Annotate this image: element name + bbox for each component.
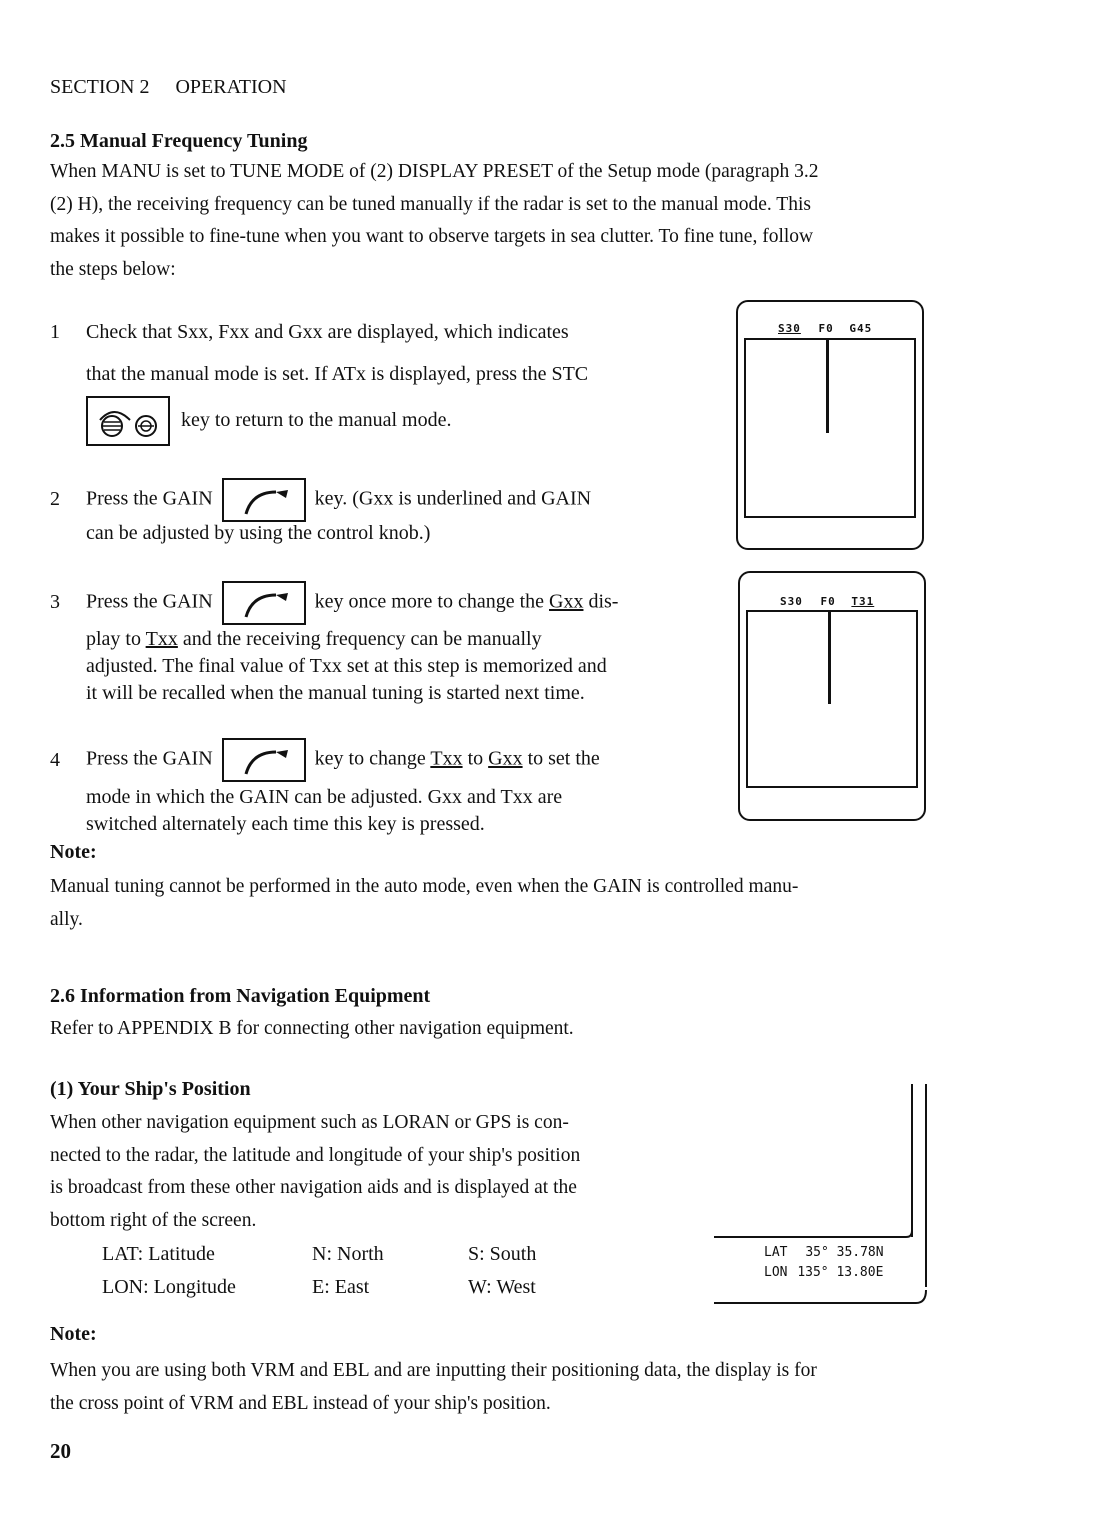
step3-line3: adjusted. The final value of Txx set at this step is memorized and xyxy=(86,655,607,677)
note-line: the cross point of VRM and EBL instead of your ship's position. xyxy=(50,1392,551,1414)
gain-key-icon xyxy=(224,740,304,780)
step2-post: key. (Gxx is underlined and GAIN xyxy=(314,487,592,510)
gain-key-icon xyxy=(224,480,304,520)
intro-line: When MANU is set to TUNE MODE of (2) DISPLAY PRESET of the Setup mode (paragraph 3.2 xyxy=(50,161,819,182)
body-line: nected to the radar, the latitude and longitude of your ship's position xyxy=(50,1144,581,1166)
screen-s-value: S30 xyxy=(780,595,803,608)
lon-value: 135° 13.80E xyxy=(797,1265,884,1280)
step3-gxx: Gxx xyxy=(549,590,584,613)
legend-north: N: North xyxy=(312,1243,384,1265)
step1-line3 xyxy=(86,396,451,446)
note-line: Manual tuning cannot be performed in the auto mode, even when the GAIN is controlled manu- xyxy=(50,876,799,897)
screen-f-value: F0 xyxy=(818,322,834,335)
heading-line xyxy=(828,610,831,704)
step2-line2: can be adjusted by using the control knob.) xyxy=(86,522,431,544)
step4-line2: mode in which the GAIN can be adjusted. Gxx and Txx are xyxy=(86,786,563,808)
intro-2-6: Refer to APPENDIX B for connecting other navigation equipment. xyxy=(50,1018,574,1039)
step-number: 4 xyxy=(50,749,60,771)
note-line: When you are using both VRM and EBL and are inputting their positioning data, the display is for xyxy=(50,1360,817,1381)
note-label: Note: xyxy=(50,841,97,863)
step3-txx: Txx xyxy=(145,628,178,650)
legend-row xyxy=(102,1276,602,1304)
gain-key[interactable] xyxy=(222,738,306,782)
page-number: 20 xyxy=(50,1439,71,1463)
intro-line: makes it possible to fine-tune when you want to observe targets in sea clutter. To fine tune, follow xyxy=(50,226,814,247)
intro-line: (2) H), the receiving frequency can be tuned manually if the radar is set to the manual mode. This xyxy=(50,193,811,215)
gain-key[interactable] xyxy=(222,581,306,625)
body-line: is broadcast from these other navigation aids and is displayed at the xyxy=(50,1177,577,1198)
lat-value: 35° 35.78N xyxy=(805,1245,884,1260)
gain-key-icon xyxy=(224,583,304,623)
step1-line2: that the manual mode is set. If ATx is displayed, press the STC xyxy=(86,363,589,385)
step4-gxx: Gxx xyxy=(488,747,523,770)
radar-screen-gain xyxy=(736,300,924,550)
step3-post-b: dis- xyxy=(583,590,619,613)
lon-readout xyxy=(764,1265,883,1280)
intro-line: the steps below: xyxy=(50,258,176,280)
section-number: SECTION 2 xyxy=(50,76,150,98)
note-line: ally. xyxy=(50,908,83,930)
step3-line2-a: play to xyxy=(86,628,146,650)
step3-line4: it will be recalled when the manual tuning is started next time. xyxy=(86,682,585,704)
step3-line2 xyxy=(86,626,542,653)
step3-pre: Press the GAIN xyxy=(86,590,213,613)
note-label: Note: xyxy=(50,1323,97,1345)
screen-display-area xyxy=(744,338,916,518)
step-number: 1 xyxy=(50,321,60,343)
step3-post-a: key once more to change the xyxy=(314,590,550,613)
position-display-diagram xyxy=(712,1082,932,1308)
heading-2-6: 2.6 Information from Navigation Equipment xyxy=(50,985,431,1007)
ships-position-body xyxy=(50,1107,690,1237)
step4-line1 xyxy=(86,738,600,782)
step3-line1 xyxy=(86,581,618,625)
step2-pre: Press the GAIN xyxy=(86,487,213,510)
step4-post-a: key to change xyxy=(314,747,431,770)
body-line: bottom right of the screen. xyxy=(50,1209,257,1231)
screen-display-area xyxy=(746,610,918,788)
screen-status xyxy=(778,322,872,335)
step1-line3-text: key to return to the manual mode. xyxy=(181,408,452,431)
stc-key-icon xyxy=(88,398,168,444)
step4-txx: Txx xyxy=(430,747,463,770)
screen-f-value: F0 xyxy=(820,595,836,608)
section-header xyxy=(50,76,287,99)
body-line: When other navigation equipment such as LORAN or GPS is con- xyxy=(50,1112,569,1133)
step4-post-b: to set the xyxy=(522,747,600,770)
legend-lat: LAT: Latitude xyxy=(102,1243,215,1265)
step4-line3: switched alternately each time this key is pressed. xyxy=(86,813,485,835)
lon-label: LON xyxy=(764,1265,788,1280)
screen-s-value: S30 xyxy=(778,322,801,335)
heading-ships-position: (1) Your Ship's Position xyxy=(50,1078,251,1100)
step1-line1: Check that Sxx, Fxx and Gxx are displayed, which indicates xyxy=(86,321,569,343)
intro-2-5 xyxy=(50,156,950,286)
note-2-6 xyxy=(50,1355,1050,1420)
stc-key[interactable] xyxy=(86,396,170,446)
screen-g-value: G45 xyxy=(849,322,873,335)
legend-row xyxy=(102,1243,602,1271)
section-title: OPERATION xyxy=(175,76,287,98)
lat-readout xyxy=(764,1245,884,1260)
step-number: 2 xyxy=(50,488,60,510)
legend-east: E: East xyxy=(312,1276,370,1298)
legend-south: S: South xyxy=(468,1243,537,1265)
step2-line1 xyxy=(86,478,591,522)
screen-t-value: T31 xyxy=(851,595,875,608)
screen-status xyxy=(780,595,874,608)
note-2-5 xyxy=(50,871,1050,936)
heading-line xyxy=(826,338,829,433)
radar-screen-tune xyxy=(738,571,926,821)
heading-2-5: 2.5 Manual Frequency Tuning xyxy=(50,130,308,152)
gain-key[interactable] xyxy=(222,478,306,522)
step-number: 3 xyxy=(50,591,60,613)
legend-west: W: West xyxy=(468,1276,536,1298)
step4-mid: to xyxy=(462,747,489,770)
step4-pre: Press the GAIN xyxy=(86,747,213,770)
lat-label: LAT xyxy=(764,1245,788,1260)
step3-line2-b: and the receiving frequency can be manually xyxy=(177,628,542,650)
legend-lon: LON: Longitude xyxy=(102,1276,236,1298)
